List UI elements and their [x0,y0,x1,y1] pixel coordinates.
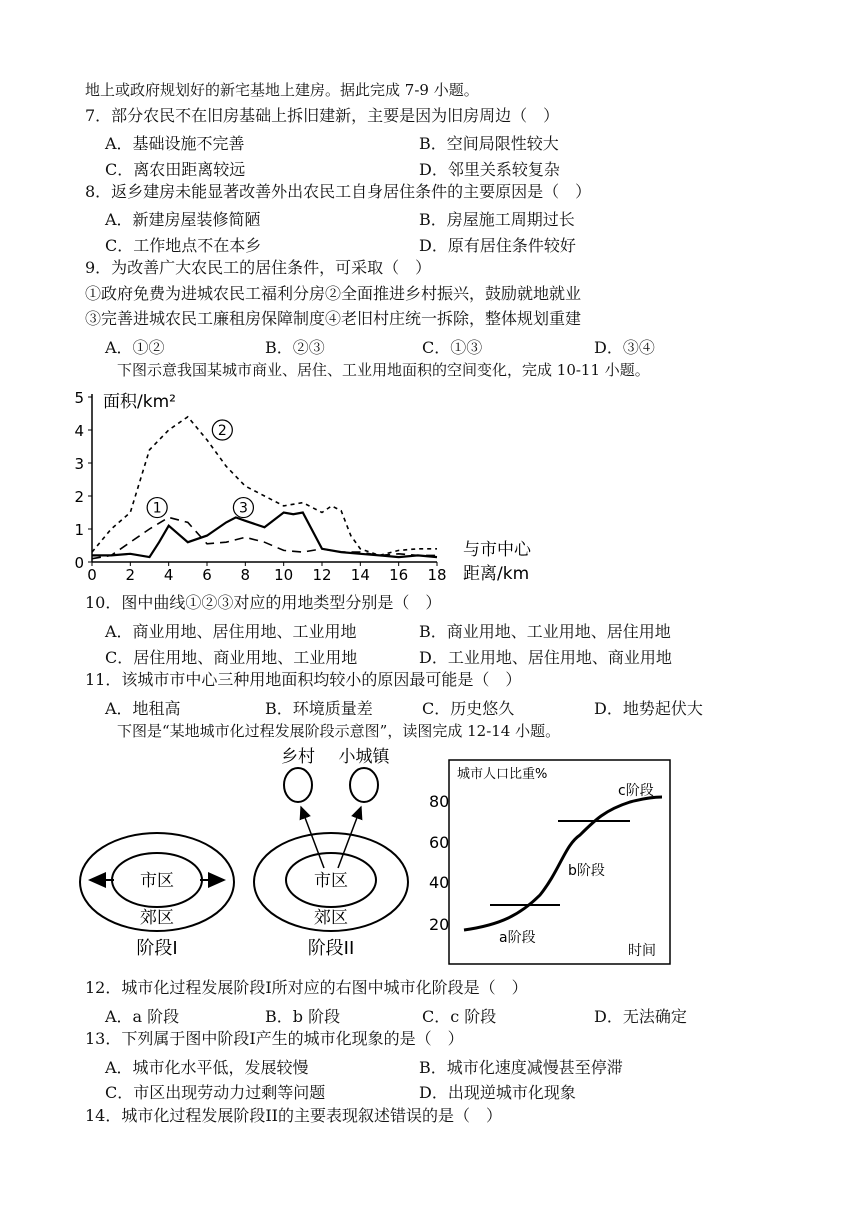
x-tick-label: 14 [350,566,370,584]
option-a[interactable]: A．城市化水平低，发展较慢 [105,1058,309,1077]
y-tick-label: 2 [74,488,84,506]
y-tick-label: 0 [74,554,84,572]
x-tick-label: 2 [125,566,136,584]
question-13-options [105,1055,745,1075]
option-c[interactable]: C．工作地点不在本乡 [105,236,262,255]
option-c[interactable]: C．①③ [422,338,483,357]
question-10-stem: 10．图中曲线①②③对应的用地类型分别是（ ） [85,593,442,612]
x-tick-label: 4 [163,566,174,584]
y-axis-label: 面积/km² [103,392,176,412]
stage-c-label: c阶段 [618,783,654,799]
option-d[interactable]: D．邻里关系较复杂 [419,160,560,179]
urban-label: 市区 [140,871,174,891]
option-a[interactable]: A．商业用地、居住用地、工业用地 [105,622,357,641]
question-11-options [105,696,745,716]
option-b[interactable]: B．城市化速度减慢甚至停滞 [419,1058,623,1077]
series-label-3: 3 [238,500,248,517]
series-line-2 [92,417,437,556]
y-tick-label: 3 [74,455,84,473]
y-tick-60: 60 [429,833,450,852]
question-10-options [105,619,745,639]
urban-label: 市区 [314,871,348,891]
question-7-options-2 [105,157,745,177]
question-8-stem: 8．返乡建房未能显著改善外出农民工自身居住条件的主要原因是（ ） [85,182,592,201]
y-tick-label: 1 [74,521,84,539]
series-line-1 [92,517,437,558]
x-tick-label: 18 [427,566,447,584]
x-tick-label: 0 [87,566,97,584]
option-b[interactable]: B．环境质量差 [265,699,373,718]
series-label-2: 2 [217,423,227,439]
chart-series [92,417,437,559]
y-tick-80: 80 [429,792,450,811]
question-14-stem: 14．城市化过程发展阶段II的主要表现叙述错误的是（ ） [85,1106,503,1125]
curve-x-label: 时间 [628,943,656,959]
intro-chart-text: 下图示意我国某城市商业、居住、工业用地面积的空间变化，完成 10-11 小题。 [117,361,650,379]
option-a[interactable]: A．a 阶段 [105,1007,180,1026]
option-b[interactable]: B．②③ [265,338,325,357]
x-tick-label: 12 [312,566,332,584]
suburb-label: 郊区 [314,908,348,928]
suburb-label: 郊区 [140,908,174,928]
stage-2-caption: 阶段II [307,938,355,959]
question-7-options [105,131,745,151]
urbanization-curve-chart [429,760,670,964]
land-use-chart [70,385,570,585]
option-c[interactable]: C．c 阶段 [422,1007,497,1026]
question-9-line1: ①政府免费为进城农民工福利分房②全面推进乡村振兴，鼓励就地就业 [85,284,582,303]
series-label-1: 1 [152,500,162,517]
y-tick-label: 5 [74,389,84,407]
option-d[interactable]: D．地势起伏大 [594,699,703,718]
y-tick-40: 40 [429,873,450,892]
option-a[interactable]: A．地租高 [105,699,181,718]
intro-text: 地上或政府规划好的新宅基地上建房。据此完成 7-9 小题。 [85,81,479,99]
stage-2-diagram [254,747,408,959]
intro-diagram-text: 下图是“某地城市化过程发展阶段示意图”，读图完成 12-14 小题。 [117,722,561,740]
s-curve-line [464,797,662,930]
option-c[interactable]: C．居住用地、商业用地、工业用地 [105,648,358,667]
question-12-options [105,1004,745,1024]
question-9-options [105,335,745,355]
question-8-options-2 [105,233,745,253]
question-9-stem: 9．为改善广大农民工的居住条件，可采取（ ） [85,258,432,277]
option-b[interactable]: B．商业用地、工业用地、居住用地 [419,622,671,641]
town-ellipse [350,768,378,802]
village-ellipse [284,768,312,802]
option-a[interactable]: A．①② [105,338,165,357]
x-axis-label-line1: 与市中心 [463,540,531,560]
town-label: 小城镇 [338,747,390,767]
question-13-stem: 13．下列属于图中阶段I产生的城市化现象的是（ ） [85,1029,464,1048]
option-d[interactable]: D．无法确定 [594,1007,687,1026]
option-a[interactable]: A．新建房屋装修简陋 [105,210,261,229]
y-tick-20: 20 [429,915,450,934]
option-d[interactable]: D．工业用地、居住用地、商业用地 [419,648,672,667]
village-label: 乡村 [281,747,315,767]
option-c[interactable]: C．历史悠久 [422,699,515,718]
option-c[interactable]: C．市区出现劳动力过剩等问题 [105,1083,326,1102]
option-b[interactable]: B．空间局限性较大 [419,134,559,153]
option-b[interactable]: B．b 阶段 [265,1007,341,1026]
x-tick-label: 16 [389,566,409,584]
option-b[interactable]: B．房屋施工周期过长 [419,210,575,229]
option-a[interactable]: A．基础设施不完善 [105,134,245,153]
x-tick-label: 8 [240,566,251,584]
curve-y-label: 城市人口比重% [457,767,548,782]
stage-b-label: b阶段 [568,863,605,879]
stage-1-caption: 阶段I [136,938,178,959]
series-line-3 [92,513,437,558]
x-tick-label: 10 [274,566,294,584]
y-tick-label: 4 [74,422,84,440]
question-11-stem: 11．该城市市中心三种用地面积均较小的原因最可能是（ ） [85,670,522,689]
question-8-options [105,207,745,227]
stage-a-label: a阶段 [499,930,536,946]
stage-1-diagram [80,833,234,959]
option-d[interactable]: D．原有居住条件较好 [419,236,576,255]
x-tick-label: 6 [202,566,212,584]
option-d[interactable]: D．出现逆城市化现象 [419,1083,576,1102]
question-12-stem: 12．城市化过程发展阶段I所对应的右图中城市化阶段是（ ） [85,978,528,997]
x-axis-label-line2: 距离/km [463,564,530,584]
question-7-stem: 7．部分农民不在旧房基础上拆旧建新，主要是因为旧房周边（ ） [85,106,560,125]
question-13-options-2 [105,1080,745,1100]
option-d[interactable]: D．③④ [594,338,655,357]
question-10-options-2 [105,645,745,665]
urbanization-stage-diagram [70,745,680,970]
question-9-line2: ③完善进城农民工廉租房保障制度④老旧村庄统一拆除，整体规划重建 [85,309,582,328]
option-c[interactable]: C．离农田距离较远 [105,160,246,179]
